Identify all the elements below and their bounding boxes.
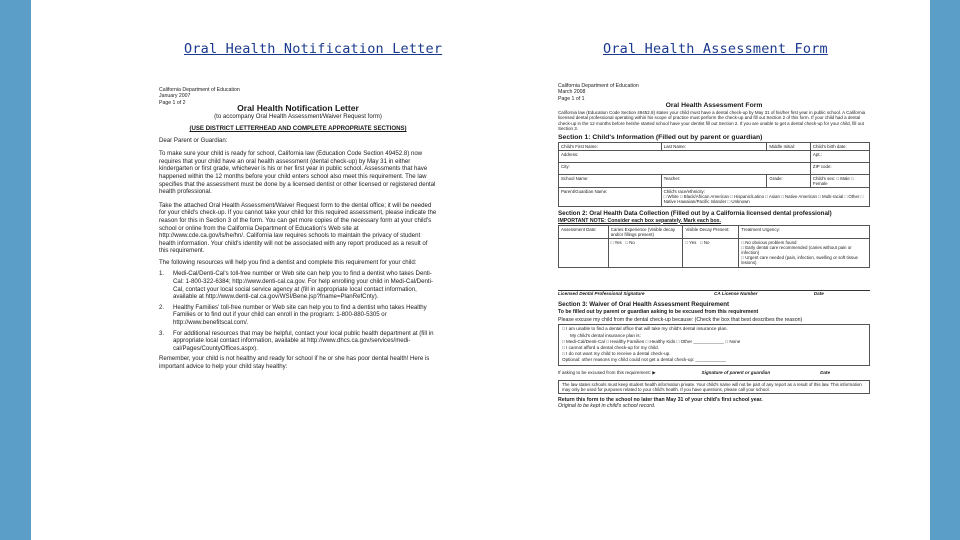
signature-row <box>558 290 870 296</box>
section1-title: Section 1: Child's Information (Filled out by parent or guardian) <box>558 133 763 141</box>
resource-list-item <box>159 270 437 300</box>
list-text: Medi-Cal/Denti-Cal's toll-free number or Web site can help you to find a dentist who takes Denti-Cal: 1-800-322-6384; http://www.denti-cal.ca.gov. For help enrolling your child in Medi-Cal/Denti-Cal, contact your local social service agency at (fill in appropriate local contact information, available at http://www.denti-cal.ca.gov/WSI/Bene.jsp?fname=PlanRefCnty). <box>173 270 434 301</box>
list-text: Healthy Families' toll-free number or Web site can help you to find a dentist who takes Healthy Families or to find out if your child can enroll in the program: 1-800-880-5305 or http://www.benefitscal.com/. <box>173 303 427 327</box>
form-header-line: March 2008 <box>558 89 586 96</box>
treatment-option: □ No obvious problem found <box>741 239 797 245</box>
letter-header-line: January 2007 <box>159 93 191 100</box>
table-cell: Caries Experience (Visible decay and/or fillings present) <box>608 225 683 238</box>
left-accent-band <box>0 0 31 540</box>
table-row <box>559 225 870 238</box>
return-note: Return this form to the school no later than May 31 of your child's first school year. <box>558 397 763 404</box>
list-number: 1. <box>159 270 165 278</box>
no-label: No <box>703 239 710 245</box>
list-text: For additional resources that may be helpful, contact your local public health department at (fill in appropriate local contact information, available at http://www.dhcs.ca.gov/services/medi-cal/Pages/CountyOffices.aspx). <box>173 329 434 352</box>
table-cell: Child's First Name: <box>559 142 662 150</box>
table-cell: Treatment Urgency: <box>739 225 870 238</box>
waiver-option: Optional: other reasons my child could not get a dental check-up: ____________ <box>562 357 727 363</box>
oral-health-data-table <box>558 225 870 268</box>
table-cell: Middle Initial: <box>767 142 811 150</box>
section3-title: Section 3: Waiver of Oral Health Assessment Requirement <box>558 300 730 308</box>
treatment-option: □ Early dental care recommended (caries without pain or infection) <box>741 244 852 255</box>
letter-title: Oral Health Notification Letter <box>237 102 359 113</box>
section3-instruction: Please excuse my child from the dental check-up because: (Check the box that best describes the reason) <box>558 317 803 324</box>
table-row <box>559 238 870 267</box>
waiver-date-label: Date <box>820 369 831 375</box>
date-label: Date <box>813 290 824 296</box>
privacy-note-box <box>558 380 870 394</box>
yes-label: Yes <box>614 239 622 245</box>
resource-list-item <box>159 330 437 353</box>
letter-subtitle: (to accompany Oral Health Assessment/Waiver Request form) <box>214 113 382 121</box>
table-cell: Teacher: <box>661 174 767 187</box>
letter-salutation: Dear Parent or Guardian: <box>159 136 228 144</box>
signature-label: Licensed Dental Professional Signature <box>558 290 645 296</box>
child-info-table <box>558 142 870 207</box>
letter-header-line: Page 1 of 2 <box>159 99 186 106</box>
table-row <box>559 150 870 162</box>
yes-label: Yes <box>689 239 697 245</box>
letter-closing: Remember, your child is not healthy and ready for school if he or she has poor dental health! Here is important advice to help your child stay healthy: <box>159 355 430 371</box>
table-cell: School Name: <box>559 174 662 187</box>
waiver-option: □ Medi-Cal/Denti-Cal □ Healthy Families □ Healthy Kids □ Other ____________ □ None <box>562 338 741 344</box>
table-cell: □ Yes □ No <box>683 238 739 267</box>
letter-paragraph: The following resources will help you find a dentist and complete this requirement for your child: <box>159 258 417 266</box>
form-title: Oral Health Assessment Form <box>665 101 763 109</box>
privacy-note: The law states schools must keep student health information private. Your child's name will not be part of any report as a result of this law. This information may only be used for purposes related to your child's health. If you have questions, please call your school. <box>562 381 862 392</box>
section2-title: Section 2: Oral Health Data Collection (Filled out by a California licensed dental professional) <box>558 209 832 217</box>
right-slide-title: Oral Health Assessment Form <box>603 41 828 57</box>
table-cell <box>661 187 869 206</box>
ethnicity-label: Child's race/ethnicity: <box>663 188 705 194</box>
table-cell: City: <box>559 162 811 174</box>
ethnicity-options: □ White □ Black/African American □ Hispanic/Latino □ Asian □ Native American □ Multi-racial □ Other □ Native Hawaiian/Pacific Islander □ Unknown <box>663 193 864 204</box>
original-note: Original to be kept in child's school record. <box>558 403 656 410</box>
table-cell <box>559 238 609 267</box>
table-cell: Assessment Date: <box>559 225 609 238</box>
table-cell: Child's birth date: <box>810 142 869 150</box>
waiver-option: My child's dental insurance plan is: <box>570 332 641 338</box>
table-row <box>559 174 870 187</box>
right-accent-band <box>930 0 960 540</box>
important-note: IMPORTANT NOTE: Consider each box separately. Mark each box. <box>558 217 721 224</box>
table-cell: Visible Decay Present: <box>683 225 739 238</box>
waiver-option: □ I cannot afford a dental check-up for my child. <box>562 345 659 351</box>
form-intro: California law (Education Code Section 49452.8) states your child must have a dental check-up by May 31 of his/her first year in public school. A California licensed dental professional operating within his scope of practice must perform the check-up and fill out Section 2 of this form. If your child had a dental check-up in the 12 months before he/she started school have your dentist fill out Section 2. If you are unable to get a dental check-up for your child, fill out Section 3. <box>558 109 866 132</box>
treatment-option: □ Urgent care needed (pain, infection, swelling or soft tissue lesions) <box>741 254 858 265</box>
letter-instruction: (USE DISTRICT LETTERHEAD AND COMPLETE APPROPRIATE SECTIONS) <box>189 124 407 132</box>
table-cell: Parent/Guardian Name: <box>559 187 662 206</box>
letter-paragraph: To make sure your child is ready for school, California law (Education Code Section 49452.8) now requires that your child have an oral health assessment (dental check-up) by May 31 in either kindergarten or first grade, whichever is his or her first year in public school. Assessments that have happened within the 12 months before your child enters school also meet this requirement. The law specifies that the assessment must be done by a licensed dentist or other licensed or registered dental health professional. <box>159 150 436 196</box>
table-cell: Address: <box>559 150 811 162</box>
list-number: 3. <box>159 329 165 337</box>
table-cell: Grade: <box>767 174 811 187</box>
resource-list-item <box>159 304 437 327</box>
list-number: 2. <box>159 303 165 311</box>
waiver-signature-row <box>558 370 870 376</box>
form-header-line: California Department of Education <box>558 83 639 89</box>
table-row <box>559 187 870 206</box>
notification-letter-image <box>156 85 440 490</box>
section3-subtitle: To be filled out by parent or guardian asking to be excused from this requirement <box>558 308 759 315</box>
waiver-signature-label: Signature of parent or guardian <box>701 369 771 375</box>
waiver-options-box <box>558 324 870 365</box>
table-row <box>559 162 870 174</box>
assessment-form-image <box>556 82 872 514</box>
left-slide-title: Oral Health Notification Letter <box>184 41 443 57</box>
form-header-line: Page 1 of 1 <box>558 95 585 102</box>
no-label: No <box>629 239 635 245</box>
table-cell: Apt.: <box>810 150 869 162</box>
table-cell: ZIP code: <box>810 162 869 174</box>
waiver-line: If asking to be excused from this requirement: ▶ <box>558 369 656 375</box>
table-cell: Child's sex: □ Male □ Female <box>810 174 869 187</box>
table-cell <box>739 238 870 267</box>
waiver-option: □ I do not want my child to receive a dental check-up. <box>562 351 671 357</box>
letter-paragraph: Take the attached Oral Health Assessment/Waiver Request form to the dental office; it will be needed for your child's check-up. If you cannot take your child for this required assessment, please indicate the reason for this in Section 3 of the form. You can get more copies of the necessary form at your child's school or online from the California Department of Education's Web site at http://www.cde.ca.gov/ls/he/hn/. California law requires schools to maintain the privacy of student health information. Your child's identity will not be associated with any report produced as a result of this requirement. <box>159 201 437 255</box>
license-label: CA License Number <box>714 290 758 296</box>
table-cell: □ Yes □ No <box>608 238 683 267</box>
table-row <box>559 142 870 150</box>
table-cell: Last Name: <box>661 142 767 150</box>
waiver-option: □ I am unable to find a dental office that will take my child's dental insurance plan. <box>562 326 728 332</box>
letter-header-line: California Department of Education <box>159 87 240 93</box>
